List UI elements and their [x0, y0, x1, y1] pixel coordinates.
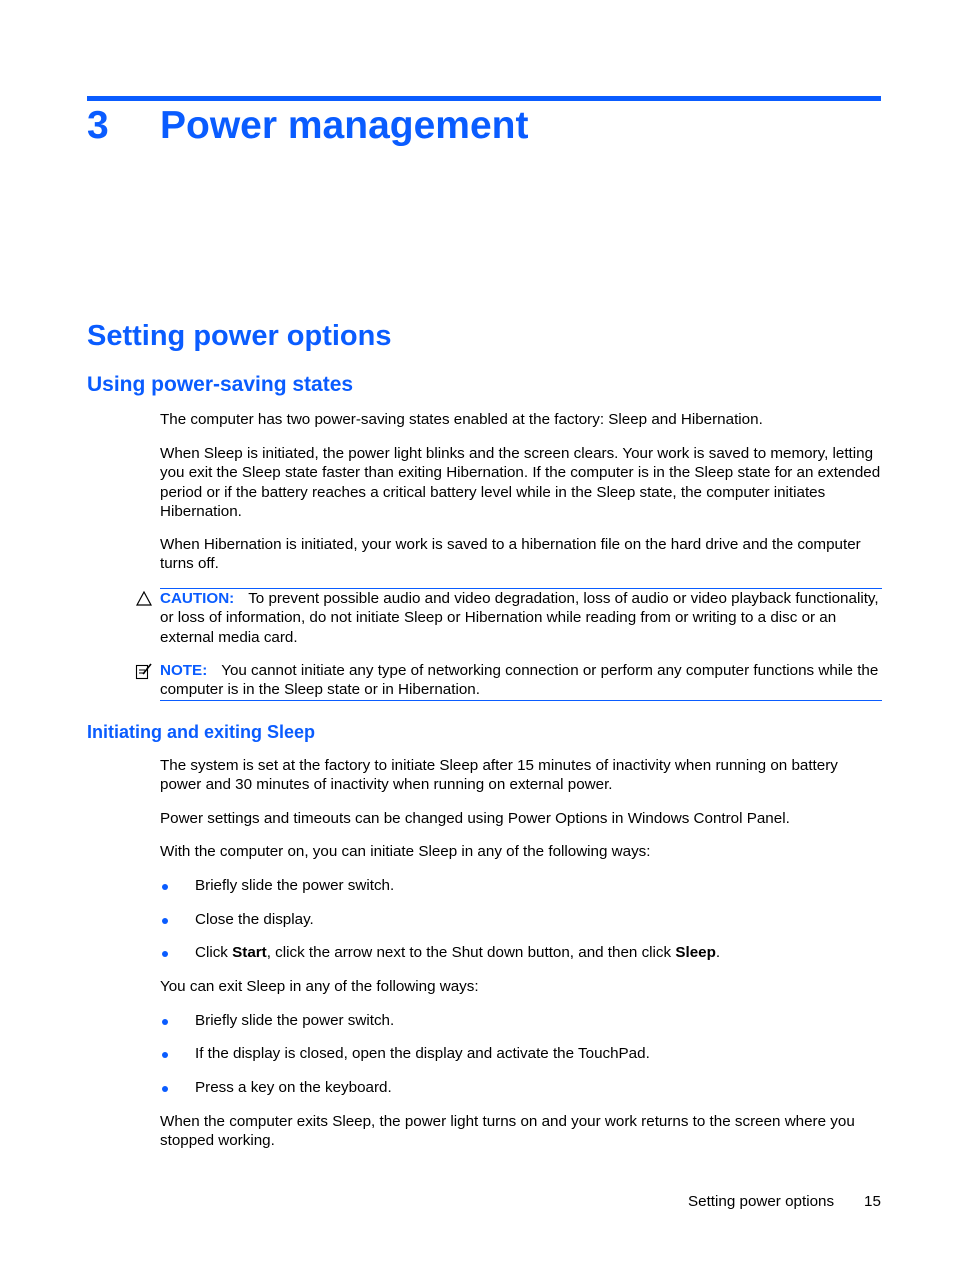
paragraph-hibernation — [160, 535, 882, 574]
subsection-title: Using power-saving states — [87, 373, 354, 396]
bullet-icon — [162, 1052, 168, 1058]
subsubsection-title: Initiating and exiting Sleep — [87, 722, 316, 742]
start-term: Start — [232, 944, 267, 961]
paragraph-initiate-intro — [160, 842, 882, 861]
caution-triangle-icon — [135, 590, 153, 608]
list-item-text: Briefly slide the power switch. — [195, 1012, 395, 1029]
bullet-icon — [162, 951, 168, 957]
list-item-text: If the display is closed, open the display and activate the TouchPad. — [195, 1045, 650, 1062]
chapter-heading — [87, 100, 528, 152]
bullet-icon — [162, 918, 168, 924]
paragraph-sleep — [160, 444, 882, 521]
paragraph-sleep-text: When Sleep is initiated, the power light blinks and the screen clears. Your work is saved to memory, letting you exit the Sleep state faster than exiting Hibernation. If the computer is in the Sleep state for an extended period or if the battery reaches a critical battery level while in the Sleep state, the computer initiates Hibernation. — [160, 445, 881, 520]
note-text: You cannot initiate any type of networking connection or perform any computer functions while the computer is in the Sleep state or in Hibernation. — [160, 662, 879, 699]
list-item-text: Close the display. — [195, 911, 314, 928]
paragraph-settings-text: Power settings and timeouts can be changed using Power Options in Windows Control Panel. — [160, 810, 790, 827]
list-item-text — [195, 943, 720, 962]
sleep-term: Sleep — [675, 944, 716, 961]
list-item-text: Briefly slide the power switch. — [195, 877, 395, 894]
footer-page-number: 15 — [864, 1193, 881, 1210]
paragraph-initiate-intro-text: With the computer on, you can initiate Sleep in any of the following ways: — [160, 843, 651, 860]
paragraph-exit-result-text: When the computer exits Sleep, the power light turns on and your work returns to the screen where you stopped working. — [160, 1113, 855, 1150]
chapter-number: 3 — [87, 104, 109, 147]
paragraph-system — [160, 756, 882, 795]
chapter-title: Power management — [160, 104, 529, 147]
paragraph-system-text: The system is set at the factory to initiate Sleep after 15 minutes of inactivity when running on battery power and 30 minutes of inactivity when running on external power. — [160, 757, 838, 794]
note-notice — [160, 661, 882, 700]
paragraph-settings — [160, 809, 882, 828]
paragraph-exit-intro-text: You can exit Sleep in any of the following ways: — [160, 978, 479, 995]
list-item-text: Press a key on the keyboard. — [195, 1079, 392, 1096]
bullet-icon — [162, 1086, 168, 1092]
section-title: Setting power options — [87, 320, 392, 352]
paragraph-hibernation-text: When Hibernation is initiated, your work is saved to a hibernation file on the hard drive and the computer turns off. — [160, 536, 861, 573]
caution-text: To prevent possible audio and video degradation, loss of audio or video playback functionality, or loss of information, do not initiate Sleep or Hibernation while reading from or writing to a disc or an external media card. — [160, 590, 879, 646]
note-label: NOTE: — [160, 662, 208, 679]
footer-section-title: Setting power options — [688, 1193, 835, 1210]
list-item-text-part: , click the arrow next to the Shut down button, and then click — [266, 944, 676, 961]
paragraph-exit-intro — [160, 977, 882, 996]
paragraph-intro — [160, 410, 882, 429]
note-pencil-icon — [135, 662, 153, 680]
caution-notice — [160, 589, 882, 647]
list-item-text-part: Click — [195, 944, 233, 961]
paragraph-intro-text: The computer has two power-saving states enabled at the factory: Sleep and Hibernation. — [160, 411, 763, 428]
paragraph-exit-result — [160, 1112, 882, 1151]
bullet-icon — [162, 884, 168, 890]
bullet-icon — [162, 1019, 168, 1025]
note-bottom-rule — [160, 700, 882, 701]
caution-label: CAUTION: — [160, 590, 235, 607]
list-item-text-part: . — [715, 944, 721, 961]
